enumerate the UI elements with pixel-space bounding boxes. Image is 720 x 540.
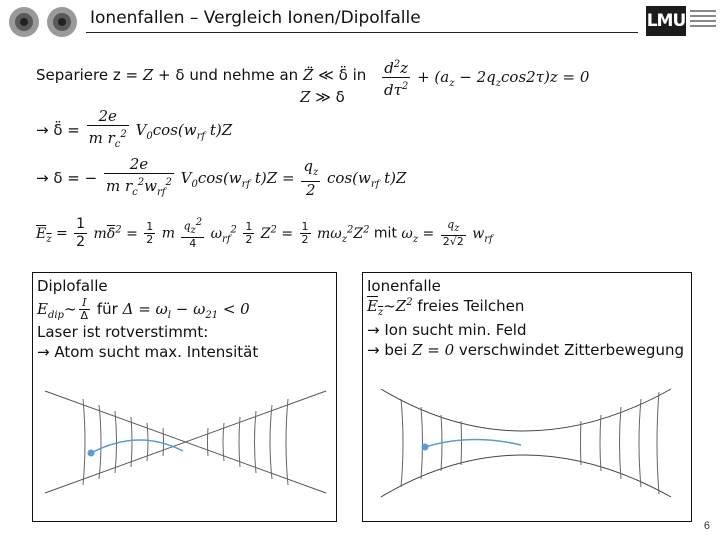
- atom-marker: [88, 450, 95, 457]
- dipole-line-atom: → Atom sucht max. Intensität: [37, 343, 259, 361]
- dipole-energy-separator: für: [96, 300, 118, 318]
- dipole-energy-line: $E_{dip}\sim$ $\frac{I}{\Delta}$ für $\Delta = \omega_l - \omega_{21} < 0$: [37, 296, 250, 322]
- dipole-trap-box: [32, 272, 337, 522]
- ion-energy-suffix: freies Teilchen: [417, 297, 525, 315]
- ion-trap-diagram: [371, 373, 683, 513]
- page-title: Ionenfallen – Vergleich Ionen/Dipolfalle: [90, 8, 421, 28]
- ion-line-zitter-prefix: → bei: [367, 341, 408, 359]
- equation-line-2: → δ̈ = $\frac{2e}{m r_c^2}$ $V_0\cos(w_{rf}$ t)Z: [36, 107, 233, 150]
- lmu-logo: [642, 2, 718, 42]
- equation-line-1-condition: Z ≫ δ: [300, 88, 345, 106]
- dipole-line-laser: Laser ist rotverstimmt:: [37, 323, 209, 341]
- lmu-logo-lines: [690, 10, 716, 30]
- equation-line-1: Separiere z = Z + δ und nehme an Z̈ ≪ δ̈ in: [36, 66, 367, 84]
- equation-line-4: $E_z$ = $\frac{1}{2}$ mδ̇$^2$ = $\frac{1}{2}$ m $\frac{q_z^2}{4}$ $\omega_{rf}^2$ $\frac{1}{2}$ $Z^2$ = $\frac{1}{2}$ $m\omega_z^2Z^2$ mit $\omega_z$ = $\frac{q_z}{2√2}$ $w_{rf}$: [36, 216, 493, 250]
- lmu-logo-text: LMU: [646, 6, 686, 36]
- ion-trap-box: [362, 272, 692, 522]
- equation-line-3: → δ = − $\frac{2e}{m r_c^2w_{rf}^2}$ $V_0\cos(w_{rf}$ t)Z = $\frac{q_z}{2}$ $\cos(w_{rf}$ t)Z: [36, 155, 407, 199]
- ion-line-zitter: → bei Z = 0 verschwindet Zitterbewegung: [367, 341, 684, 359]
- potential-upper-curve: [381, 389, 671, 431]
- ion-marker: [422, 444, 429, 451]
- atom-trajectory: [91, 440, 183, 453]
- ion-line-zitter-suffix: verschwindet Zitterbewegung: [458, 341, 684, 359]
- potential-lower-curve: [381, 455, 671, 497]
- ion-line-min-field: → Ion sucht min. Feld: [367, 321, 527, 339]
- title-divider: [86, 32, 638, 33]
- ion-energy-line: $E_z\sim Z^2$ freies Teilchen: [367, 297, 525, 318]
- ion-trap-title: Ionenfalle: [367, 277, 441, 295]
- dipole-trap-diagram: [43, 373, 328, 513]
- dipole-trap-title: Diplofalle: [37, 277, 108, 295]
- page-number: 6: [703, 520, 710, 532]
- mathieu-equation: $\frac{d^2z}{d\tau^2}$ + $(a_z - 2q_z\cos 2\tau)z = 0$: [380, 56, 589, 99]
- ion-trajectory: [425, 439, 521, 447]
- atom-images-logo: [4, 4, 84, 40]
